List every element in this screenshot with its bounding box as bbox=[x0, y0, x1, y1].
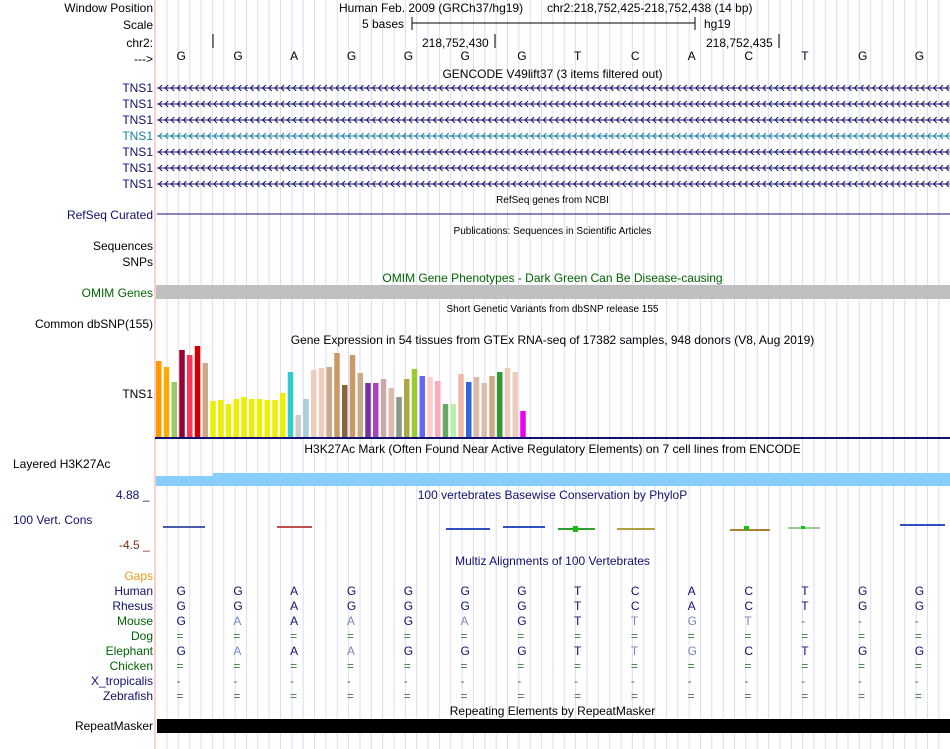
base-letter: A bbox=[290, 49, 299, 63]
multiz-base: G bbox=[517, 614, 527, 628]
multiz-base: - bbox=[857, 614, 862, 628]
base-letter: A bbox=[687, 49, 696, 63]
multiz-base: - bbox=[574, 674, 579, 688]
gtex-tissue-bar[interactable] bbox=[420, 376, 426, 437]
multiz-base: - bbox=[233, 674, 238, 688]
multiz-base: G bbox=[914, 644, 925, 658]
multiz-base: C bbox=[744, 584, 754, 598]
multiz-base: - bbox=[176, 674, 181, 688]
base-letter: C bbox=[744, 49, 754, 63]
multiz-base: = bbox=[233, 629, 241, 643]
omim-title: OMIM Gene Phenotypes - Dark Green Can Be Disease-causing bbox=[382, 271, 723, 285]
multiz-base: A bbox=[290, 584, 299, 598]
gtex-tissue-bar[interactable] bbox=[203, 363, 209, 437]
multiz-base: - bbox=[403, 674, 408, 688]
base-letter: T bbox=[574, 49, 582, 63]
multiz-base: A bbox=[687, 599, 696, 613]
gtex-tissue-bar[interactable] bbox=[505, 368, 511, 437]
multiz-base: = bbox=[630, 659, 638, 673]
multiz-base: - bbox=[801, 614, 806, 628]
multiz-base: T bbox=[744, 614, 752, 628]
gtex-tissue-bar[interactable] bbox=[303, 399, 309, 437]
multiz-base: = bbox=[857, 689, 865, 703]
gtex-tissue-bar[interactable] bbox=[280, 393, 286, 437]
multiz-base: = bbox=[801, 689, 809, 703]
multiz-species-label[interactable]: Dog bbox=[130, 629, 153, 643]
base-letter: G bbox=[914, 49, 925, 63]
scale-label: Scale bbox=[122, 18, 153, 32]
gtex-tissue-bar[interactable] bbox=[427, 377, 433, 437]
gaps-label[interactable]: Gaps bbox=[124, 569, 153, 583]
gencode-track-label[interactable]: TNS1 bbox=[122, 113, 153, 127]
multiz-base: G bbox=[687, 614, 697, 628]
multiz-base: = bbox=[744, 629, 752, 643]
conservation-title: 100 vertebrates Basewise Conservation by PhyloP bbox=[417, 488, 688, 502]
multiz-base: - bbox=[517, 674, 522, 688]
multiz-base: G bbox=[403, 644, 414, 658]
gtex-tissue-bar[interactable] bbox=[319, 368, 325, 437]
multiz-base: = bbox=[517, 689, 525, 703]
omim-label[interactable]: OMIM Genes bbox=[81, 286, 153, 300]
multiz-base: = bbox=[290, 629, 298, 643]
multiz-base: = bbox=[403, 629, 411, 643]
multiz-base: = bbox=[517, 659, 525, 673]
gencode-transcript[interactable] bbox=[157, 117, 950, 123]
multiz-base: G bbox=[914, 584, 925, 598]
gtex-tissue-bar[interactable] bbox=[249, 399, 255, 437]
multiz-species-label[interactable]: Rhesus bbox=[112, 599, 153, 613]
gtex-tissue-bar[interactable] bbox=[458, 374, 464, 437]
multiz-base: = bbox=[687, 629, 695, 643]
multiz-base: = bbox=[914, 629, 922, 643]
gtex-tissue-bar[interactable] bbox=[396, 397, 402, 437]
gtex-tissue-bar[interactable] bbox=[156, 361, 162, 437]
gtex-tissue-bar[interactable] bbox=[451, 404, 457, 437]
multiz-base: G bbox=[176, 584, 186, 598]
multiz-base: = bbox=[857, 629, 865, 643]
gtex-tissue-bar[interactable] bbox=[272, 400, 278, 437]
multiz-base: G bbox=[460, 584, 470, 598]
multiz-base: = bbox=[574, 629, 582, 643]
multiz-base: - bbox=[687, 674, 692, 688]
multiz-base: = bbox=[290, 689, 298, 703]
gtex-tissue-bar[interactable] bbox=[520, 411, 526, 437]
assembly-name: Human Feb. 2009 (GRCh37/hg19) bbox=[339, 1, 524, 15]
window-position-label: Window Position bbox=[64, 1, 153, 15]
multiz-base: G bbox=[460, 644, 470, 658]
gencode-track-label[interactable]: TNS1 bbox=[122, 129, 153, 143]
h3k27ac-title: H3K27Ac Mark (Often Found Near Active Regulatory Elements) on 7 cell lines from ENCODE bbox=[304, 442, 801, 456]
coord-tick-1: 218,752,430 bbox=[422, 36, 489, 50]
multiz-base: = bbox=[630, 689, 638, 703]
multiz-base: G bbox=[403, 614, 414, 628]
dbsnp-label[interactable]: Common dbSNP(155) bbox=[34, 317, 153, 331]
coord-tick-2: 218,752,435 bbox=[706, 36, 773, 50]
gtex-tissue-bar[interactable] bbox=[195, 346, 201, 437]
repeatmasker-feature[interactable] bbox=[157, 719, 950, 733]
gtex-tissue-bar[interactable] bbox=[358, 373, 364, 437]
multiz-base: = bbox=[857, 659, 865, 673]
scale-bases: 5 bases bbox=[362, 17, 405, 31]
multiz-base: C bbox=[744, 644, 754, 658]
gencode-transcript[interactable] bbox=[157, 149, 950, 155]
gtex-tissue-bar[interactable] bbox=[179, 350, 185, 437]
multiz-base: A bbox=[233, 644, 242, 658]
multiz-base: = bbox=[630, 629, 638, 643]
multiz-base: A bbox=[346, 644, 355, 658]
multiz-species-label[interactable]: Mouse bbox=[116, 614, 153, 628]
multiz-species-label[interactable]: Chicken bbox=[109, 659, 153, 673]
multiz-base: = bbox=[687, 659, 695, 673]
multiz-base: G bbox=[176, 599, 186, 613]
chrom-label: chr2: bbox=[126, 36, 153, 50]
base-letter: G bbox=[346, 49, 357, 63]
multiz-base: - bbox=[857, 674, 862, 688]
gencode-track-label[interactable]: TNS1 bbox=[122, 161, 153, 175]
multiz-base: - bbox=[346, 674, 351, 688]
multiz-base: = bbox=[346, 689, 354, 703]
refseq-label[interactable]: RefSeq Curated bbox=[66, 208, 153, 222]
multiz-base: T bbox=[574, 614, 582, 628]
gtex-tissue-bar[interactable] bbox=[389, 388, 395, 437]
scale-bar bbox=[412, 17, 695, 30]
multiz-base: G bbox=[857, 644, 868, 658]
multiz-base: G bbox=[176, 614, 186, 628]
gtex-tissue-bar[interactable] bbox=[381, 379, 387, 437]
multiz-base: G bbox=[346, 599, 357, 613]
multiz-base: T bbox=[574, 584, 582, 598]
multiz-species-label[interactable]: Elephant bbox=[105, 644, 153, 658]
gencode-transcript[interactable] bbox=[157, 165, 950, 171]
multiz-base: A bbox=[233, 614, 242, 628]
base-letter: G bbox=[176, 49, 186, 63]
base-grid bbox=[167, 0, 939, 749]
multiz-species-label[interactable]: Zebrafish bbox=[102, 689, 153, 703]
multiz-base: G bbox=[403, 584, 414, 598]
gtex-tissue-bar[interactable] bbox=[210, 401, 216, 437]
dbsnp-title: Short Genetic Variants from dbSNP release 155 bbox=[446, 304, 659, 315]
multiz-base: T bbox=[574, 644, 582, 658]
multiz-base: G bbox=[460, 599, 470, 613]
multiz-base: G bbox=[914, 599, 925, 613]
gtex-tissue-bar[interactable] bbox=[311, 370, 317, 437]
gtex-tissue-bar[interactable] bbox=[187, 355, 193, 437]
multiz-base: = bbox=[346, 629, 354, 643]
multiz-base: = bbox=[574, 659, 582, 673]
multiz-base: = bbox=[914, 689, 922, 703]
gencode-track-label[interactable]: TNS1 bbox=[122, 145, 153, 159]
multiz-base: = bbox=[687, 689, 695, 703]
gtex-tissue-bar[interactable] bbox=[482, 383, 488, 437]
gtex-tissue-bar[interactable] bbox=[288, 372, 294, 437]
base-letter: T bbox=[801, 49, 809, 63]
gtex-tissue-bar[interactable] bbox=[257, 399, 263, 437]
multiz-base: C bbox=[630, 584, 640, 598]
repeatmasker-label[interactable]: RepeatMasker bbox=[74, 719, 153, 733]
multiz-base: = bbox=[744, 689, 752, 703]
gtex-tissue-bar[interactable] bbox=[435, 381, 441, 437]
multiz-base: - bbox=[290, 674, 295, 688]
multiz-base: T bbox=[801, 599, 809, 613]
multiz-base: G bbox=[346, 584, 357, 598]
gtex-tissue-bar[interactable] bbox=[474, 377, 480, 437]
snps-label[interactable]: SNPs bbox=[122, 255, 153, 269]
gtex-tissue-bar[interactable] bbox=[373, 383, 379, 437]
multiz-title: Multiz Alignments of 100 Vertebrates bbox=[455, 554, 650, 568]
gencode-track-label[interactable]: TNS1 bbox=[122, 97, 153, 111]
multiz-base: G bbox=[857, 584, 868, 598]
multiz-base: T bbox=[630, 614, 639, 628]
gencode-track-label[interactable]: TNS1 bbox=[122, 177, 153, 191]
gencode-transcript[interactable] bbox=[157, 181, 950, 187]
multiz-base: A bbox=[687, 584, 696, 598]
multiz-base: - bbox=[460, 674, 465, 688]
multiz-base: = bbox=[517, 629, 525, 643]
multiz-base: - bbox=[744, 674, 749, 688]
multiz-base: G bbox=[176, 644, 186, 658]
publications-title: Publications: Sequences in Scientific Articles bbox=[453, 226, 652, 237]
strand-label: ---> bbox=[134, 52, 153, 66]
multiz-base: G bbox=[403, 599, 414, 613]
multiz-species-label[interactable]: X_tropicalis bbox=[90, 674, 153, 688]
multiz-base: = bbox=[346, 659, 354, 673]
gtex-tissue-bar[interactable] bbox=[327, 367, 333, 437]
multiz-base: = bbox=[176, 629, 184, 643]
refseq-title: RefSeq genes from NCBI bbox=[496, 195, 609, 206]
gtex-tissue-bar[interactable] bbox=[466, 382, 472, 437]
base-letter: G bbox=[517, 49, 527, 63]
gtex-tissue-bar[interactable] bbox=[334, 353, 340, 437]
base-letter: G bbox=[460, 49, 470, 63]
multiz-base: A bbox=[460, 614, 469, 628]
gtex-label[interactable]: TNS1 bbox=[122, 387, 153, 401]
multiz-base: = bbox=[801, 629, 809, 643]
gtex-tissue-bar[interactable] bbox=[218, 400, 224, 437]
omim-feature[interactable] bbox=[156, 285, 950, 299]
multiz-base: T bbox=[801, 584, 809, 598]
multiz-base: T bbox=[801, 644, 809, 658]
multiz-base: G bbox=[233, 599, 243, 613]
gtex-tissue-bar[interactable] bbox=[296, 415, 302, 437]
gencode-transcript[interactable] bbox=[157, 85, 950, 91]
gencode-track-label[interactable]: TNS1 bbox=[122, 81, 153, 95]
gtex-tissue-bar[interactable] bbox=[234, 399, 240, 437]
gencode-transcript[interactable] bbox=[157, 133, 950, 139]
gtex-tissue-bar[interactable] bbox=[172, 382, 178, 437]
conservation-min: -4.5 _ bbox=[119, 538, 150, 552]
multiz-base: G bbox=[517, 644, 527, 658]
multiz-base: G bbox=[517, 584, 527, 598]
multiz-base: C bbox=[630, 599, 640, 613]
multiz-base: - bbox=[630, 674, 635, 688]
gtex-tissue-bar[interactable] bbox=[164, 367, 170, 437]
conservation-max: 4.88 _ bbox=[116, 488, 150, 502]
gtex-tissue-bar[interactable] bbox=[513, 372, 519, 437]
gencode-transcript[interactable] bbox=[157, 101, 950, 107]
multiz-base: G bbox=[233, 584, 243, 598]
gtex-tissue-bar[interactable] bbox=[489, 376, 495, 437]
multiz-base: - bbox=[801, 674, 806, 688]
multiz-base: T bbox=[630, 644, 639, 658]
gtex-tissue-bar[interactable] bbox=[404, 379, 410, 437]
multiz-base: A bbox=[290, 614, 299, 628]
position-range: chr2:218,752,425-218,752,438 (14 bp) bbox=[547, 1, 753, 15]
base-letter: G bbox=[233, 49, 243, 63]
gencode-title: GENCODE V49lift37 (3 items filtered out) bbox=[442, 67, 663, 81]
multiz-base: = bbox=[574, 689, 582, 703]
gtex-tissue-bar[interactable] bbox=[265, 400, 271, 437]
sequences-label[interactable]: Sequences bbox=[92, 239, 153, 253]
scale-db: hg19 bbox=[704, 17, 731, 31]
base-letter: C bbox=[630, 49, 640, 63]
multiz-base: = bbox=[233, 689, 241, 703]
multiz-base: = bbox=[744, 659, 752, 673]
multiz-base: A bbox=[290, 644, 299, 658]
multiz-base: - bbox=[914, 674, 919, 688]
gtex-tissue-bar[interactable] bbox=[342, 385, 348, 437]
h3k27ac-label[interactable]: Layered H3K27Ac bbox=[13, 457, 111, 471]
multiz-base: = bbox=[460, 689, 468, 703]
multiz-base: = bbox=[460, 629, 468, 643]
gtex-tissue-bar[interactable] bbox=[226, 404, 232, 437]
base-letter: G bbox=[857, 49, 868, 63]
gtex-tissue-bar[interactable] bbox=[443, 404, 449, 437]
multiz-base: = bbox=[403, 689, 411, 703]
gtex-tissue-bar[interactable] bbox=[497, 372, 503, 437]
multiz-base: G bbox=[517, 599, 527, 613]
gtex-tissue-bar[interactable] bbox=[365, 383, 371, 437]
multiz-species-label[interactable]: Human bbox=[114, 584, 153, 598]
h3k27ac-signal[interactable] bbox=[156, 473, 950, 486]
multiz-base: A bbox=[290, 599, 299, 613]
gtex-tissue-bar[interactable] bbox=[412, 369, 418, 437]
multiz-base: = bbox=[460, 659, 468, 673]
multiz-base: = bbox=[914, 659, 922, 673]
repeatmasker-title: Repeating Elements by RepeatMasker bbox=[449, 704, 656, 718]
gtex-tissue-bar[interactable] bbox=[241, 397, 247, 437]
gtex-bar-chart[interactable] bbox=[156, 346, 526, 437]
multiz-base: = bbox=[176, 689, 184, 703]
multiz-base: A bbox=[346, 614, 355, 628]
multiz-base: = bbox=[801, 659, 809, 673]
multiz-base: C bbox=[744, 599, 754, 613]
base-letter: G bbox=[403, 49, 414, 63]
multiz-base: = bbox=[176, 659, 184, 673]
multiz-base: T bbox=[574, 599, 582, 613]
multiz-base: G bbox=[857, 599, 868, 613]
gtex-title: Gene Expression in 54 tissues from GTEx RNA-seq of 17382 samples, 948 donors (V8, Aug 2019) bbox=[290, 333, 815, 347]
gtex-tissue-bar[interactable] bbox=[350, 355, 356, 437]
multiz-base: - bbox=[914, 614, 919, 628]
conservation-label[interactable]: 100 Vert. Cons bbox=[13, 513, 93, 527]
multiz-base: = bbox=[233, 659, 241, 673]
multiz-base: = bbox=[403, 659, 411, 673]
multiz-base: G bbox=[687, 644, 697, 658]
multiz-base: = bbox=[290, 659, 298, 673]
